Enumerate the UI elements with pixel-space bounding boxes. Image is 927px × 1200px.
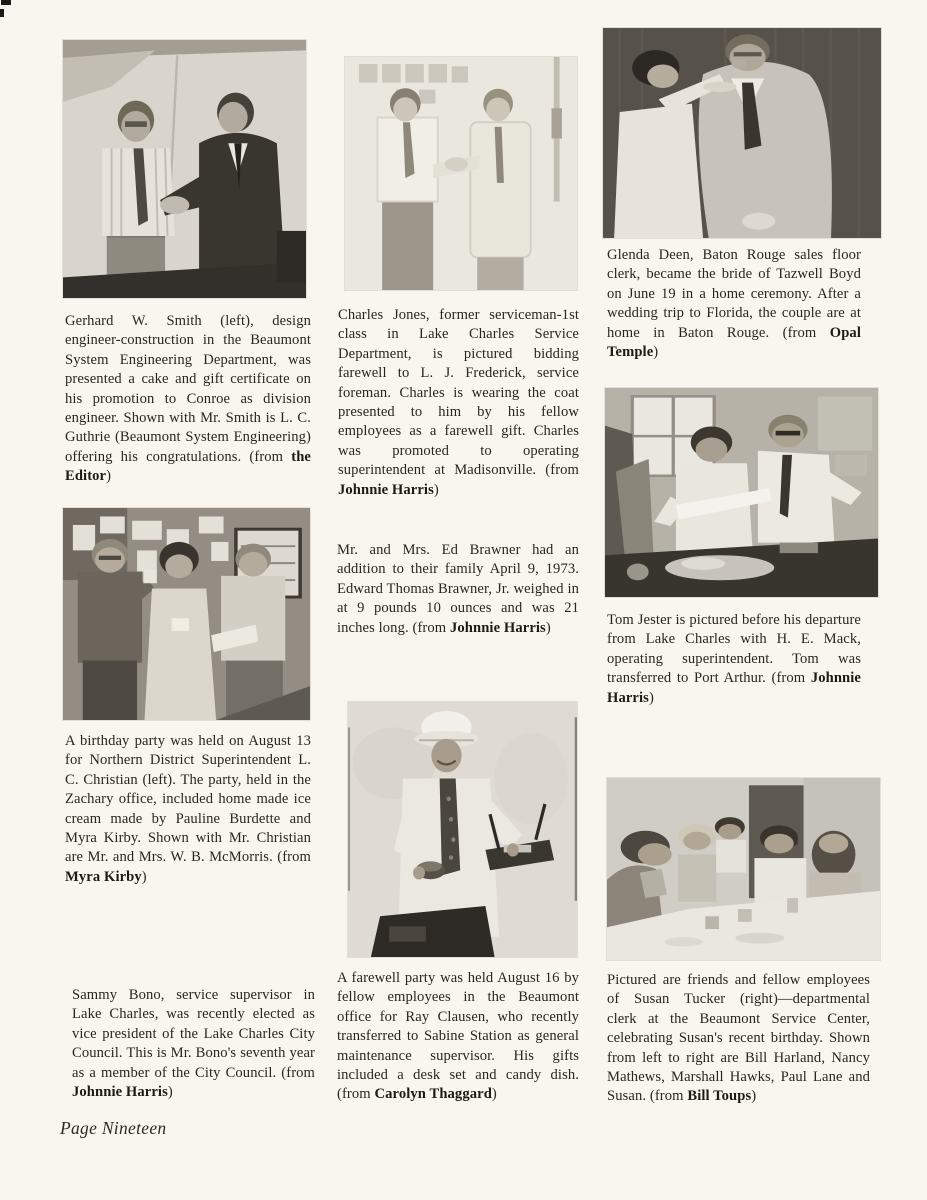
caption-credit: (from Bill Toups) <box>649 1088 757 1105</box>
caption-text: Glenda Deen, Baton Rouge sales floor clerk, became the bride of Tazwell Boyd on June 19 in a home ceremony. After a wedding trip to Florida, the couple are at home in Baton Rouge. <box>607 247 861 341</box>
caption-text: Sammy Bono, service supervisor in Lake Charles, was recently elected as vice president of the Lake Charles City Council. This is Mr. Bono's seventh year as a member of the City Council. <box>72 987 315 1081</box>
photo-clausen <box>348 702 577 957</box>
caption-clausen-farewell <box>337 969 579 1105</box>
caption-jester-transfer <box>607 611 861 708</box>
photo-illustration <box>603 28 881 238</box>
caption-text: Gerhard W. Smith (left), design engineer-construction in the Beaumont System Engineering Department, was presented a cake and gift certificate on his promotion to Conroe as division engineer. Shown with Mr. Smith is L. C. Guthrie (Beaumont System Engineering) offering his congratulations. <box>65 313 311 465</box>
caption-text: Charles Jones, former serviceman-1st class in Lake Charles Service Department, is pictured bidding farewell to L. J. Frederick, service foreman. Charles is wearing the coat presented to him by his fellow employees as a farewell gift. Charles was promoted to operating superintendent at Madisonville. <box>338 307 579 479</box>
caption-credit: (from Johnnie Harris) <box>338 462 580 498</box>
caption-smith-promotion <box>65 312 311 487</box>
photo-illustration <box>63 508 310 720</box>
caption-christian-birthday <box>65 732 311 887</box>
caption-text: A farewell party was held August 16 by fellow employees in the Beaumont office for Ray Clausen, who recently transferred to Sabine Station as general maintenance supervisor. His gifts included a desk set and candy dish. <box>337 970 579 1084</box>
caption-text: Mr. and Mrs. Ed Brawner had an addition to their family April 9, 1973. Edward Thomas Brawner, Jr. weighed in at 9 pounds 10 ounces and was 21 inches long. <box>337 542 579 636</box>
photo-deen-boyd-wedding <box>603 28 881 238</box>
photo-illustration <box>345 57 577 290</box>
caption-deen-wedding <box>607 246 861 362</box>
caption-credit: (from Opal Temple) <box>607 324 861 361</box>
photo-illustration <box>605 388 878 597</box>
photo-jones-frederick <box>345 57 577 290</box>
page-number: Page Nineteen <box>60 1118 167 1138</box>
scan-artifact <box>0 9 4 17</box>
photo-illustration <box>348 702 577 957</box>
caption-credit: (from Johnnie Harris) <box>412 619 551 636</box>
caption-credit: (from Johnnie Harris) <box>72 1064 316 1101</box>
caption-bono-council <box>72 986 315 1102</box>
caption-credit: (from the Editor) <box>65 448 311 485</box>
photo-tucker-party <box>607 778 880 960</box>
caption-jones-farewell <box>338 306 579 500</box>
caption-text: A birthday party was held on August 13 for Northern District Superintendent L. C. Christian (left). The party, held in the Zachary office, included home made ice cream made by Pauline Burdette and Myra Kirby. Shown with Mr. Christian are Mr. and Mrs. W. B. McMorris. <box>65 733 311 866</box>
photo-illustration <box>607 778 880 960</box>
caption-text: Tom Jester is pictured before his departure from Lake Charles with H. E. Mack, operating superintendent. Tom was transferred to Port Arthur. <box>607 612 861 687</box>
photo-smith-guthrie <box>63 40 306 298</box>
photo-christian-party <box>63 508 310 720</box>
caption-brawner-birth <box>337 541 579 638</box>
caption-text: Pictured are friends and fellow employees of Susan Tucker (right)—departmental clerk at the Beaumont Service Center, celebrating Susan's recent birthday. Shown from left to right are Bill Harland, Nancy Mathews, Marshall Hawks, Paul Lane and Susan. <box>607 972 870 1105</box>
caption-credit: (from Johnnie Harris) <box>607 670 862 706</box>
caption-credit: (from Myra Kirby) <box>65 849 311 885</box>
caption-tucker-birthday <box>607 971 870 1107</box>
photo-jester-mack <box>605 388 878 597</box>
scan-artifact <box>1 0 11 5</box>
photo-illustration <box>63 40 306 298</box>
caption-credit: (from Carolyn Thaggard) <box>337 1086 497 1103</box>
